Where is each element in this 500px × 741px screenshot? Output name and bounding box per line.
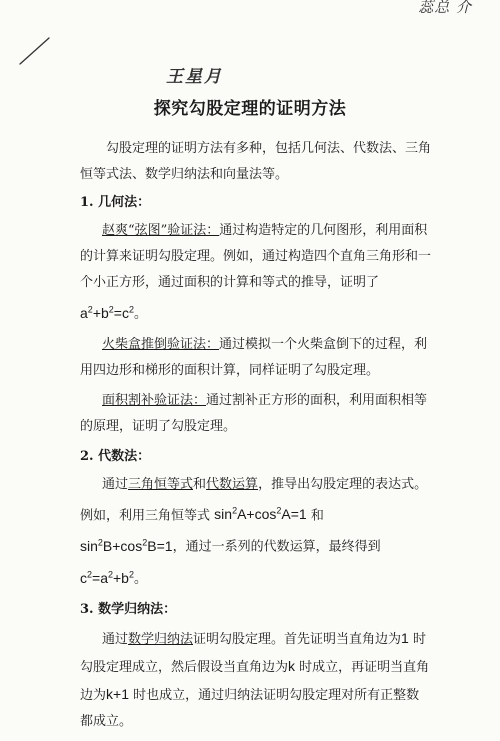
pythagorean-formula: $a^2+b^2=c^2$ [80, 304, 134, 321]
trig-identity-b: $\sin^2B+\cos^2B=1$ [80, 537, 173, 554]
method-name: 火柴盒推倒验证法： [102, 336, 220, 352]
method-name: 面积割补验证法： [102, 392, 207, 408]
induction-paragraph: 通过数学归纳法证明勾股定理。首先证明当直角边为1 时勾股定理成立，然后假设当直角边为k 时成立，再证明当直角边为k+1 时也成立，通过归纳法证明勾股定理对所有正整数都成立。 [80, 629, 430, 729]
section-heading-geometry: 1. 几何法： [80, 195, 151, 210]
term-induction: 数学归纳法 [128, 631, 194, 647]
term-trig-identity: 三角恒等式 [128, 476, 194, 492]
geometry-method-zhaoshuang: 赵爽“弦图”验证法：通过构造特定的几何图形，利用面积的计算来证明勾股定理。例如，通过构造四个直角三角形和一个小正方形，通过面积的计算和等式的推导，证明了 $a^2+b^2=c^2$。 [80, 223, 432, 322]
method-text: 通过模拟一个火柴盒倒下的过程，利用四边形和梯形的面积计算，同样证明了勾股定理。 [80, 336, 428, 378]
section-heading-induction: 3. 数学归纳法： [80, 601, 177, 617]
document-title: 探究勾股定理的证明方法 [153, 99, 347, 119]
result-formula: $c^2=a^2+b^2$ [80, 568, 134, 586]
handwritten-author-name: 王星月 [166, 67, 223, 87]
document-body [80, 136, 432, 739]
section-heading-algebra: 2. 代数法： [80, 448, 151, 464]
method-text: 通过构造特定的几何图形，利用面积的计算来证明勾股定理。例如，通过构造四个直角三角形和一个小正方形，通过面积的计算和等式的推导，证明了 [80, 223, 432, 290]
term-algebra-ops: 代数运算 [206, 476, 259, 492]
geometry-method-area-cut [80, 388, 432, 440]
trig-identity-a: $\sin^2A+\cos^2A=1$ [214, 505, 307, 523]
algebra-paragraph: 通过三角恒等式和代数运算，推导出勾股定理的表达式。例如，利用三角恒等式 $\sin^2A+\cos^2A=1$ 和 $\sin^2B+\cos^2B=1$，通过一系列的代数运算，最终得到$c^2=a^2+b^2$。 [80, 476, 428, 587]
pen-stroke-mark [18, 36, 52, 66]
handwritten-corner-note: 蕊总 介 [418, 0, 472, 16]
method-name: 赵爽“弦图”验证法： [102, 223, 220, 238]
method-text: 通过割补正方形的面积，利用面积相等的原理，证明了勾股定理。 [80, 392, 428, 434]
geometry-method-matchbox [80, 332, 432, 384]
intro-paragraph: 勾股定理的证明方法有多种，包括几何法、代数法、三角恒等式法、数学归纳法和向量法等。 [80, 141, 432, 182]
